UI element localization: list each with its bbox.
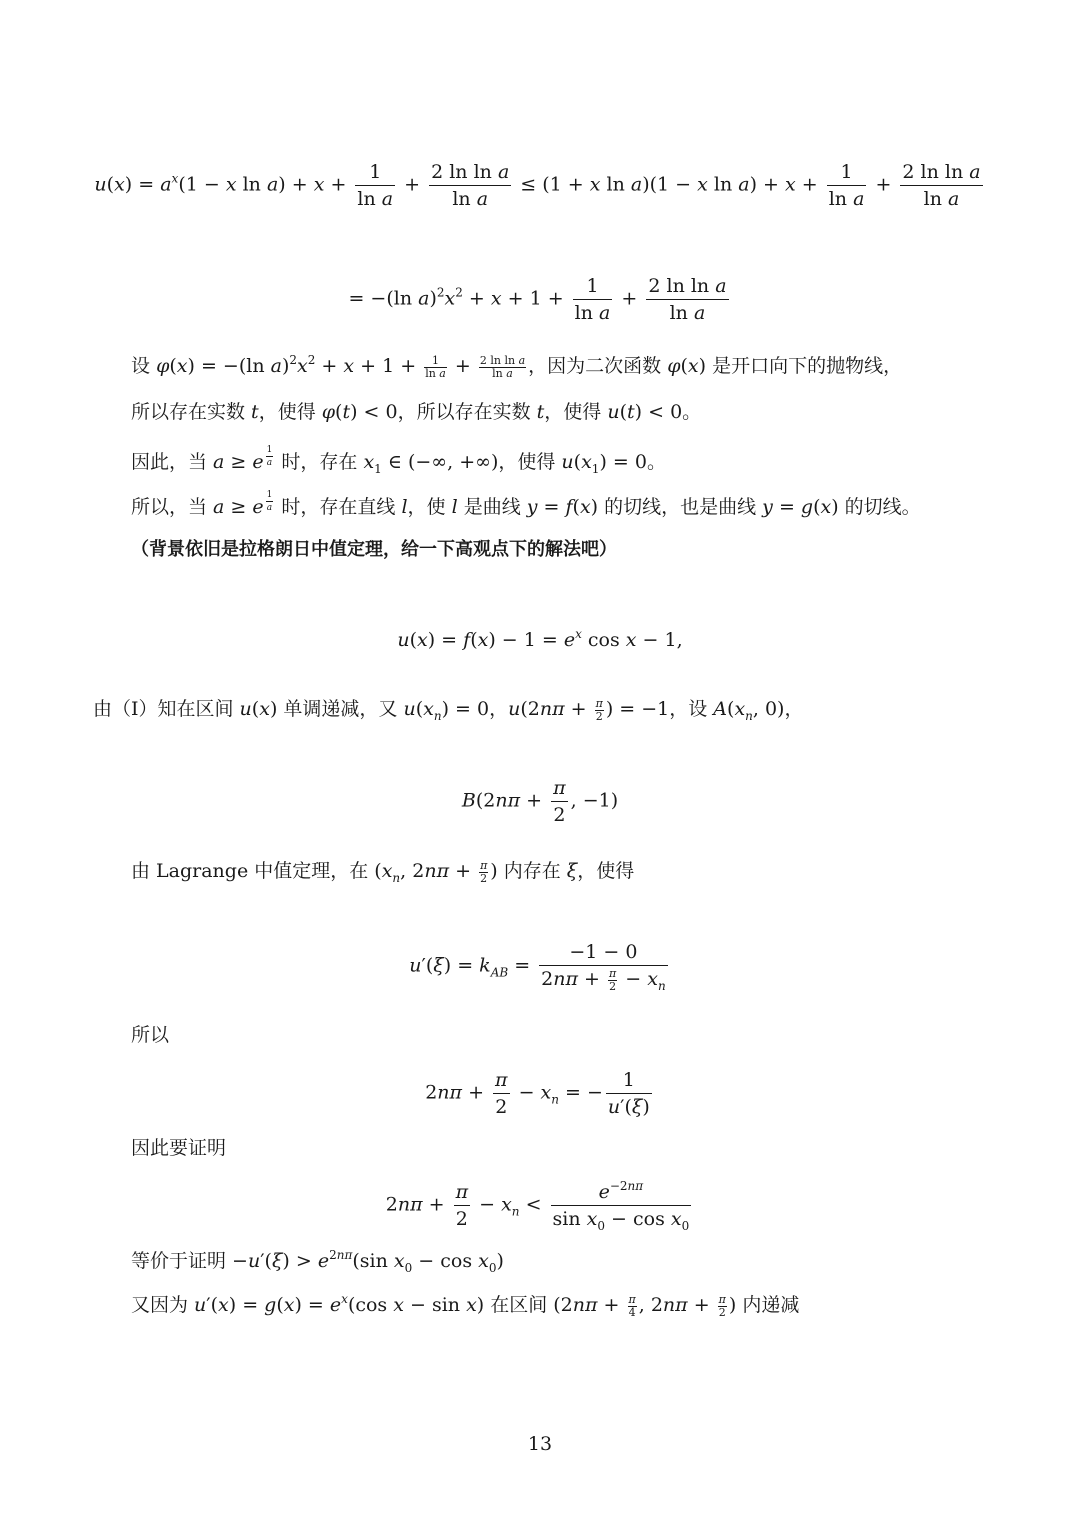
p1-suffix: ，因为二次函数 (528, 355, 662, 377)
p1-end: 是开口向下的抛物线， (712, 355, 903, 377)
page-number: 13 (527, 1433, 553, 1455)
equation-u-second: = −(ln $a)^2x^2 + x + 1$ + $\frac{1}{\text{ln a}}$ + $\frac{\text{2 ln ln a}}{\text{ln a}}$ (348, 275, 727, 324)
paragraph-phi-definition: 设 φ(x) = −(ln $a)^2x^2 + x + 1$ + $\frac{1}{\text{ln a}}$ + $\frac{\text{2 ln ln a}}{\text{ln a}}$ ，因为二次函数 φ(x) 是开口向下的抛物线， (131, 353, 903, 380)
equation-u-first: $u(x) = a^x(1 - x$ ln a) + x + $\frac{1}{\text{ln a}}$ + $\frac{\text{2 ln ln a}}{\text{ln a}}$ ≤ (1 + x ln a)(1 − x ln a) + x + $\frac{1}{\text{ln a}}$ + $\frac{\text{2 ln ln a}}{\text{ln a}}$ (94, 161, 981, 210)
section-heading: （背景依旧是拉格朗日中值定理，给一下高观点下的解法吧） (131, 539, 617, 560)
paragraph-lagrange: 由 Lagrange 中值定理，在 ($x_n$, 2nπ + $\frac{\pi}{2}$ ) 内存在 ξ，使得 (131, 858, 635, 885)
paragraph-therefore: 所以 (131, 1024, 170, 1046)
paragraph-exists-x1: 因此，当 a ≥ e $^{\frac{1}{a}}$ 时，存在 $x_1$ ∈ (−∞, +∞)，使得 $u(x_1) = 0$。 (131, 445, 666, 476)
paragraph-monotone: 由（I）知在区间 u(x) 单调递减，又 $u(x_n) = 0$，u(2nπ + $\frac{\pi}{2}$ ) = −1，设 $A(x_n$, 0)， (93, 696, 804, 723)
equation-point-B: B(2nπ + $\frac{\pi}{2}$ , −1) (461, 777, 619, 826)
paragraph-conclusion: 所以，当 a ≥ e $^{\frac{1}{a}}$ 时，存在直线 l，使 l 是曲线 y = f(x) 的切线，也是曲线 y = g(x) 的切线。 (131, 490, 921, 518)
paragraph-equivalent: 等价于证明 $-u'(\xi) > e^{2n\pi}(\sin$ $x_0 - \cos x_0$) (131, 1248, 504, 1275)
equation-inequality: 2nπ + $\frac{\pi}{2}$ − $x_n$ < $\frac{e^{-2n\pi}}{\sin x_0 - \cos x_0}$ (385, 1179, 690, 1233)
equation-difference: 2nπ + $\frac{\pi}{2}$ − $x_n$ = − $\frac{1}{u'(\xi)}$ (425, 1069, 650, 1118)
paragraph-decreasing: 又因为 $u'(x) = g(x) = e^x(\cos$ x − sin x) 在区间 (2nπ + $\frac{\pi}{4}$ , 2nπ + $\frac{\pi}{2}$ ) 内递减 (131, 1292, 800, 1319)
equation-derivative-slope: $u'(\xi) = k_{AB}$ = −1 − 0 2nπ + $\frac{\pi}{2}$ − $x_n$ (409, 941, 666, 993)
equation-ux: $u(x) = f(x) - 1 = e^x$ cos x − 1, (397, 627, 683, 651)
p1-prefix: 设 (131, 355, 151, 377)
paragraph-exists-t: 所以存在实数 t，使得 φ(t) < 0，所以存在实数 t，使得 u(t) < 0。 (131, 401, 702, 423)
paragraph-to-prove: 因此要证明 (131, 1137, 227, 1159)
